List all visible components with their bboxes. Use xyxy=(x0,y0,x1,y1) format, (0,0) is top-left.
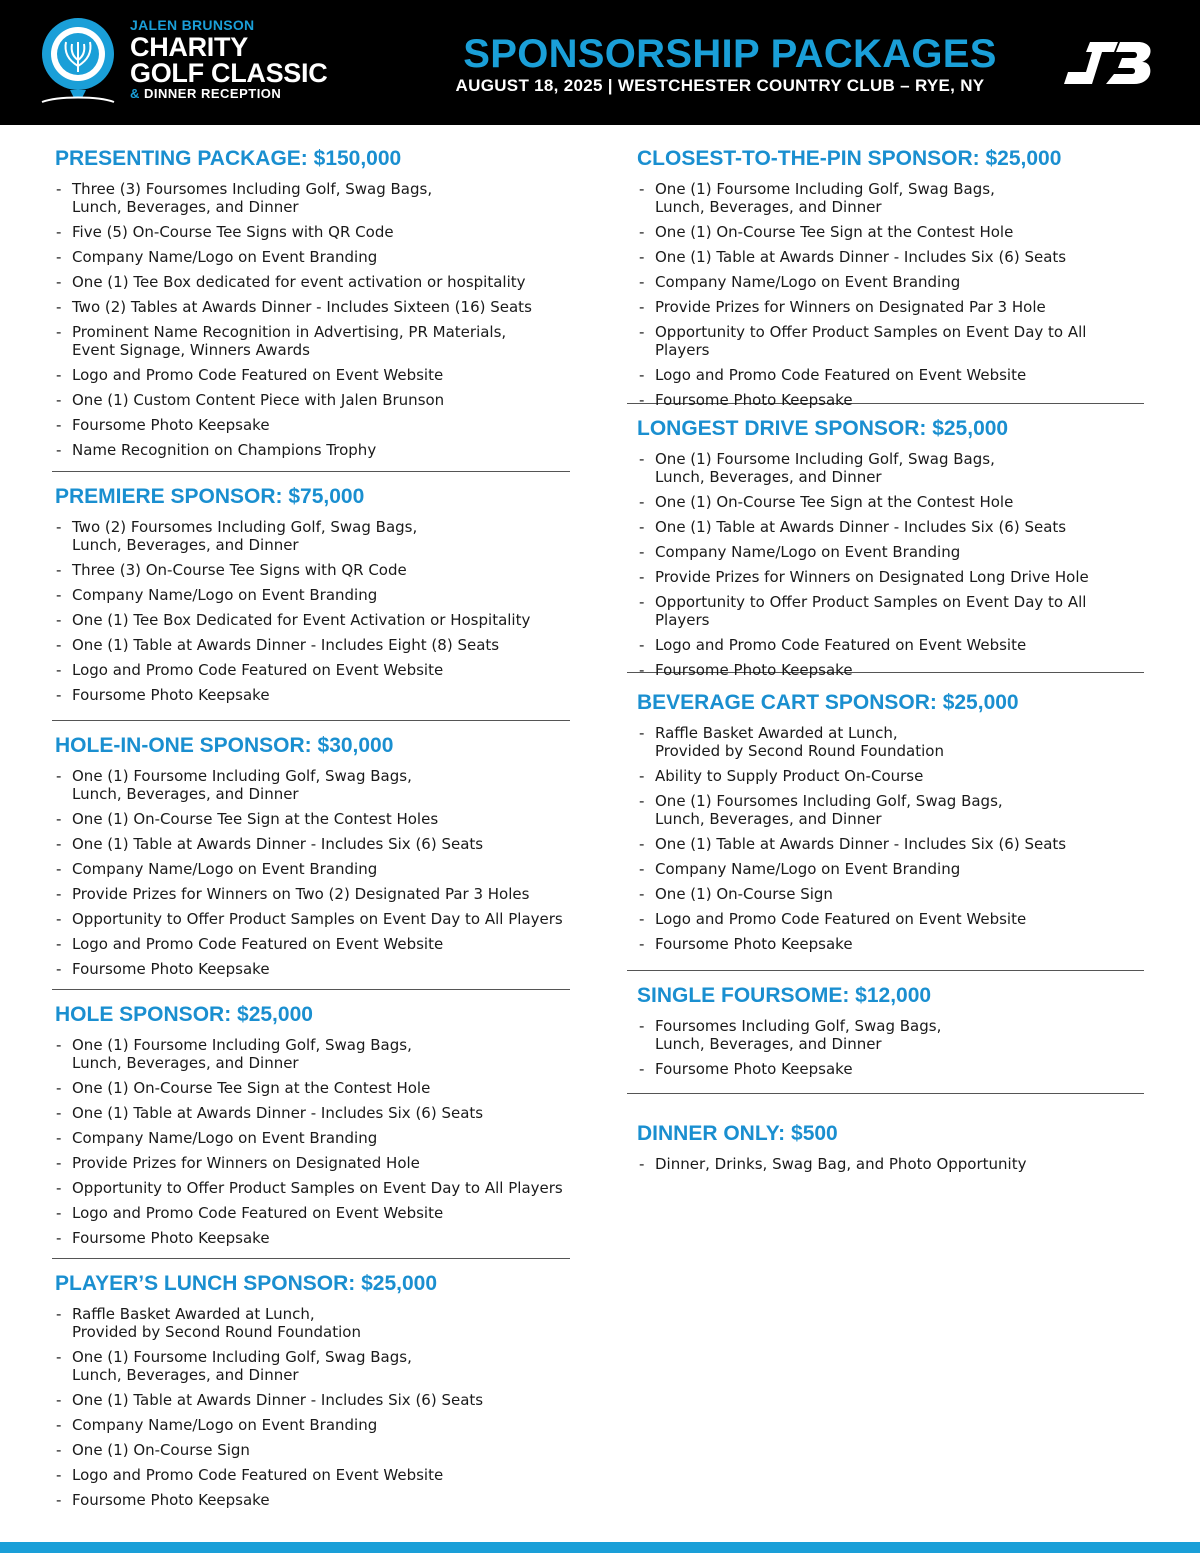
benefit-item: - One (1) Table at Awards Dinner - Includes Six (6) Seats xyxy=(72,1391,570,1409)
benefit-item: - One (1) Table at Awards Dinner - Includes Six (6) Seats xyxy=(72,835,570,853)
package-title: LONGEST DRIVE SPONSOR: $25,000 xyxy=(637,417,1009,440)
benefit-item: - Logo and Promo Code Featured on Event Website xyxy=(655,636,1144,654)
benefit-item: - One (1) Tee Box dedicated for event activation or hospitality xyxy=(72,273,570,291)
brand-top-line: JALEN BRUNSON xyxy=(130,17,255,33)
brand-sub-ampersand: & xyxy=(130,86,140,101)
package-title: PLAYER’S LUNCH SPONSOR: $25,000 xyxy=(55,1272,438,1295)
benefit-item: - Foursome Photo Keepsake xyxy=(655,935,1144,953)
benefit-item: - Provide Prizes for Winners on Designated Long Drive Hole xyxy=(655,568,1144,586)
benefit-item: - One (1) On-Course Tee Sign at the Contest Hole xyxy=(72,1079,570,1097)
package-section xyxy=(627,971,1144,1094)
benefit-item: - Foursome Photo Keepsake xyxy=(72,960,570,978)
package-benefits-list xyxy=(627,724,1144,953)
package-benefits-list xyxy=(627,1155,1144,1173)
benefit-item: - Opportunity to Offer Product Samples on Event Day to All Players xyxy=(72,910,570,928)
benefit-item: - One (1) Table at Awards Dinner - Includes Six (6) Seats xyxy=(72,1104,570,1122)
package-benefits-list xyxy=(627,180,1144,409)
benefit-item: - Foursome Photo Keepsake xyxy=(655,1060,1144,1078)
benefit-item: - One (1) Foursome Including Golf, Swag Bags, Lunch, Beverages, and Dinner xyxy=(72,1036,570,1072)
benefit-item: - Foursome Photo Keepsake xyxy=(72,416,570,434)
package-section xyxy=(52,1259,570,1539)
benefit-item: - One (1) Tee Box Dedicated for Event Activation or Hospitality xyxy=(72,611,570,629)
package-title: PRESENTING PACKAGE: $150,000 xyxy=(55,147,402,170)
benefit-item: - Name Recognition on Champions Trophy xyxy=(72,441,570,459)
benefit-item: - Logo and Promo Code Featured on Event Website xyxy=(72,1204,570,1222)
benefit-item: - Opportunity to Offer Product Samples on Event Day to All Players xyxy=(655,593,1144,629)
benefit-item: - One (1) Foursome Including Golf, Swag Bags, Lunch, Beverages, and Dinner xyxy=(72,767,570,803)
benefit-item: - Company Name/Logo on Event Branding xyxy=(72,1129,570,1147)
package-benefits-list xyxy=(627,450,1144,679)
package-title: HOLE SPONSOR: $25,000 xyxy=(55,1003,313,1026)
benefit-item: - One (1) Table at Awards Dinner - Includes Six (6) Seats xyxy=(655,518,1144,536)
benefit-item: - One (1) On-Course Sign xyxy=(72,1441,570,1459)
brand-line-2: GOLF CLASSIC xyxy=(130,58,328,88)
benefit-item: - Opportunity to Offer Product Samples on Event Day to All Players xyxy=(655,323,1144,359)
benefit-item: - One (1) On-Course Sign xyxy=(655,885,1144,903)
benefit-item: - Three (3) Foursomes Including Golf, Swag Bags, Lunch, Beverages, and Dinner xyxy=(72,180,570,216)
benefit-item: - Ability to Supply Product On-Course xyxy=(655,767,1144,785)
benefit-item: - Five (5) On-Course Tee Signs with QR Code xyxy=(72,223,570,241)
package-section xyxy=(52,142,570,472)
benefit-item: - Raffle Basket Awarded at Lunch, Provided by Second Round Foundation xyxy=(655,724,1144,760)
benefit-item: - Logo and Promo Code Featured on Event Website xyxy=(72,935,570,953)
benefit-item: - Foursome Photo Keepsake xyxy=(72,1229,570,1247)
benefit-item: - One (1) Foursome Including Golf, Swag Bags, Lunch, Beverages, and Dinner xyxy=(655,180,1144,216)
benefit-item: - Raffle Basket Awarded at Lunch, Provided by Second Round Foundation xyxy=(72,1305,570,1341)
benefit-item: - One (1) On-Course Tee Sign at the Contest Hole xyxy=(655,223,1144,241)
benefit-item: - One (1) On-Course Tee Sign at the Contest Holes xyxy=(72,810,570,828)
package-section xyxy=(627,404,1144,679)
package-benefits-list xyxy=(627,1017,1144,1078)
package-section xyxy=(52,990,570,1259)
benefit-item: - One (1) Foursomes Including Golf, Swag Bags, Lunch, Beverages, and Dinner xyxy=(655,792,1144,828)
benefit-item: - Company Name/Logo on Event Branding xyxy=(655,273,1144,291)
package-benefits-list xyxy=(52,767,570,978)
benefit-item: - Two (2) Foursomes Including Golf, Swag Bags, Lunch, Beverages, and Dinner xyxy=(72,518,570,554)
benefit-item: - Company Name/Logo on Event Branding xyxy=(72,1416,570,1434)
benefit-item: - One (1) Table at Awards Dinner - Includes Eight (8) Seats xyxy=(72,636,570,654)
benefit-item: - Two (2) Tables at Awards Dinner - Includes Sixteen (16) Seats xyxy=(72,298,570,316)
page-header xyxy=(0,0,1200,125)
benefit-item: - One (1) Foursome Including Golf, Swag Bags, Lunch, Beverages, and Dinner xyxy=(72,1348,570,1384)
benefit-item: - Company Name/Logo on Event Branding xyxy=(655,543,1144,561)
package-benefits-list xyxy=(52,1036,570,1247)
package-section xyxy=(627,673,1144,971)
benefit-item: - Foursomes Including Golf, Swag Bags, Lunch, Beverages, and Dinner xyxy=(655,1017,1144,1053)
benefit-item: - Dinner, Drinks, Swag Bag, and Photo Opportunity xyxy=(655,1155,1144,1173)
page-title: SPONSORSHIP PACKAGES xyxy=(463,32,997,76)
package-title: HOLE-IN-ONE SPONSOR: $30,000 xyxy=(55,734,394,757)
benefit-item: - Company Name/Logo on Event Branding xyxy=(72,248,570,266)
benefit-item: - Foursome Photo Keepsake xyxy=(72,1491,570,1509)
package-title: PREMIERE SPONSOR: $75,000 xyxy=(55,485,365,508)
jb-logo-icon xyxy=(1062,40,1154,88)
package-section xyxy=(627,1094,1144,1204)
benefit-item: - Three (3) On-Course Tee Signs with QR Code xyxy=(72,561,570,579)
benefit-item: - Opportunity to Offer Product Samples on Event Day to All Players xyxy=(72,1179,570,1197)
benefit-item: - Prominent Name Recognition in Advertising, PR Materials, Event Signage, Winners Awards xyxy=(72,323,570,359)
benefit-item: - Provide Prizes for Winners on Designated Hole xyxy=(72,1154,570,1172)
second-round-foundation-logo-icon xyxy=(38,16,118,108)
benefit-item: - Logo and Promo Code Featured on Event Website xyxy=(72,366,570,384)
benefit-item: - Foursome Photo Keepsake xyxy=(72,686,570,704)
package-section xyxy=(52,472,570,721)
brand-sub-text: DINNER RECEPTION xyxy=(144,86,282,101)
package-section xyxy=(627,142,1144,409)
benefit-item: - One (1) On-Course Tee Sign at the Contest Hole xyxy=(655,493,1144,511)
benefit-item: - Foursome Photo Keepsake xyxy=(655,661,1144,679)
benefit-item: - Company Name/Logo on Event Branding xyxy=(72,586,570,604)
bottom-accent-bar xyxy=(0,1542,1200,1553)
benefit-item: - Foursome Photo Keepsake xyxy=(655,391,1144,409)
benefit-item: - Provide Prizes for Winners on Designated Par 3 Hole xyxy=(655,298,1144,316)
page-subtitle: AUGUST 18, 2025 | WESTCHESTER COUNTRY CLUB – RYE, NY xyxy=(455,76,985,95)
brand-line-1: CHARITY xyxy=(130,32,248,62)
benefit-item: - One (1) Table at Awards Dinner - Includes Six (6) Seats xyxy=(655,248,1144,266)
package-benefits-list xyxy=(52,180,570,459)
package-title: CLOSEST-TO-THE-PIN SPONSOR: $25,000 xyxy=(637,147,1062,170)
benefit-item: - Company Name/Logo on Event Branding xyxy=(655,860,1144,878)
benefit-item: - One (1) Table at Awards Dinner - Includes Six (6) Seats xyxy=(655,835,1144,853)
event-brand xyxy=(130,16,327,102)
benefit-item: - Logo and Promo Code Featured on Event Website xyxy=(72,661,570,679)
benefit-item: - Logo and Promo Code Featured on Event Website xyxy=(655,910,1144,928)
package-title: BEVERAGE CART SPONSOR: $25,000 xyxy=(637,691,1019,714)
benefit-item: - Company Name/Logo on Event Branding xyxy=(72,860,570,878)
benefit-item: - Provide Prizes for Winners on Two (2) Designated Par 3 Holes xyxy=(72,885,570,903)
brand-sub-line xyxy=(130,86,327,102)
benefit-item: - Logo and Promo Code Featured on Event Website xyxy=(72,1466,570,1484)
package-benefits-list xyxy=(52,1305,570,1509)
benefit-item: - One (1) Custom Content Piece with Jalen Brunson xyxy=(72,391,570,409)
package-benefits-list xyxy=(52,518,570,704)
package-title: DINNER ONLY: $500 xyxy=(637,1122,838,1145)
benefit-item: - Logo and Promo Code Featured on Event Website xyxy=(655,366,1144,384)
package-title: SINGLE FOURSOME: $12,000 xyxy=(637,984,932,1007)
package-section xyxy=(52,721,570,990)
benefit-item: - One (1) Foursome Including Golf, Swag Bags, Lunch, Beverages, and Dinner xyxy=(655,450,1144,486)
